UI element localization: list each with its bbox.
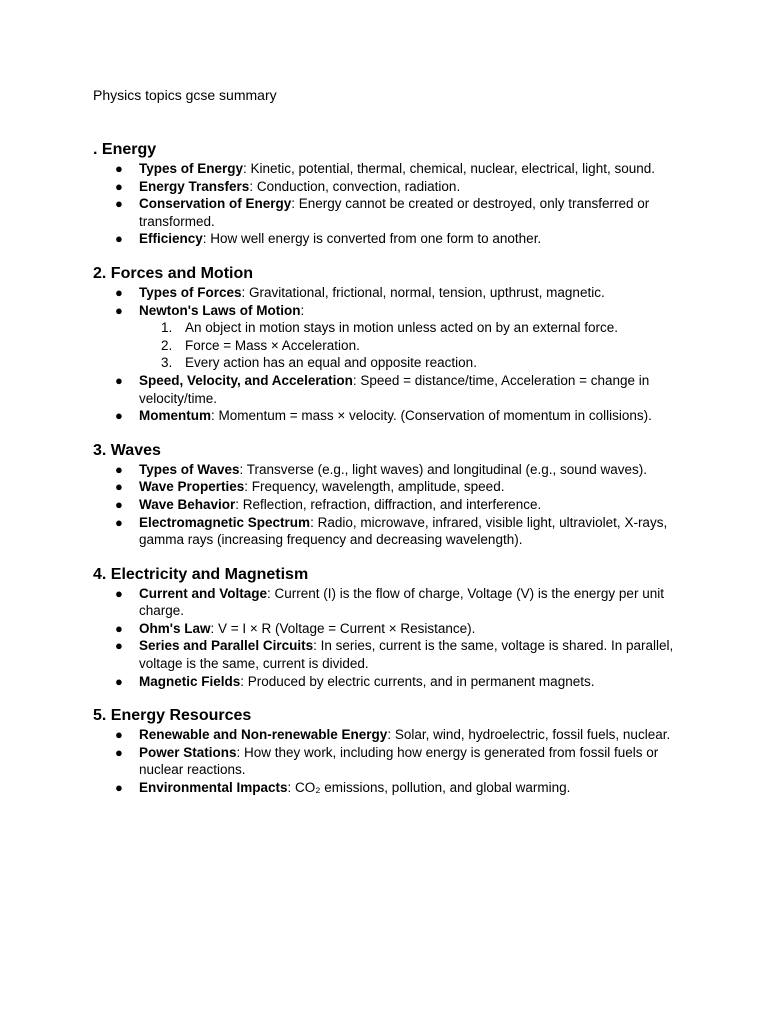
energy-resources-list [93, 726, 683, 796]
bullet-icon: ● [115, 231, 123, 247]
section-heading-energy-resources: 5. Energy Resources [93, 707, 252, 725]
list-item: ● Electromagnetic Spectrum: Radio, microwave, infrared, visible light, ultraviolet, X-rays, gamma rays (increasing frequency and decreasing wavelength). [115, 514, 668, 548]
forces-list [93, 284, 683, 425]
list-item: 1. An object in motion stays in motion unless acted on by an external force. [161, 320, 618, 336]
list-item: ● Conservation of Energy: Energy cannot be created or destroyed, only transferred or transformed. [115, 196, 650, 229]
section-heading-energy: . Energy [93, 141, 157, 158]
list-item: ● Types of Energy: Kinetic, potential, thermal, chemical, nuclear, electrical, light, sound. [115, 161, 655, 176]
bullet-icon: ● [115, 196, 123, 212]
bullet-icon: ● [115, 514, 123, 530]
list-item: ● Wave Behavior: Reflection, refraction, diffraction, and interference. [115, 496, 542, 512]
bullet-icon: ● [115, 744, 123, 760]
list-item: ● Types of Forces: Gravitational, frictional, normal, tension, upthrust, magnetic. [115, 284, 605, 300]
list-item: ● Energy Transfers: Conduction, convection, radiation. [115, 178, 461, 194]
bullet-icon: ● [115, 727, 123, 743]
list-item: ● Power Stations: How they work, including how energy is generated from fossil fuels or nuclear reactions. [115, 744, 659, 778]
bullet-icon: ● [115, 284, 123, 300]
section-heading-electricity-and-magnetism: 4. Electricity and Magnetism [93, 565, 309, 583]
bullet-icon: ● [115, 780, 123, 796]
document-title: Physics topics gcse summary [93, 87, 277, 103]
list-item: ● Wave Properties: Frequency, wavelength, amplitude, speed. [115, 479, 505, 495]
bullet-icon: ● [115, 178, 123, 194]
electricity-list [93, 585, 683, 691]
waves-list [93, 461, 683, 549]
list-item: ● Series and Parallel Circuits: In series, current is the same, voltage is shared. In parallel, voltage is the same, current is divided. [115, 638, 674, 672]
bullet-icon: ● [115, 585, 123, 601]
bullet-icon: ● [115, 461, 123, 477]
list-item: ● Efficiency: How well energy is converted from one form to another. [115, 231, 542, 247]
list-item: ● Momentum: Momentum = mass × velocity. (Conservation of momentum in collisions). [115, 408, 652, 424]
list-item: ● Newton's Laws of Motion: 1. An object in motion stays in motion unless acted on by an external force. 2. Force = Mass × Acceleration. 3. Every action has an equal and opposite reaction. [93, 302, 683, 372]
bullet-icon: ● [115, 161, 123, 176]
list-item: ● Speed, Velocity, and Acceleration: Speed = distance/time, Acceleration = change in velocity/time. [115, 372, 650, 406]
bullet-icon: ● [115, 673, 123, 689]
list-item: ● Magnetic Fields: Produced by electric currents, and in permanent magnets. [115, 673, 595, 689]
bullet-icon: ● [115, 620, 123, 636]
list-item: ● Environmental Impacts: CO₂ emissions, pollution, and global warming. [115, 780, 571, 796]
bullet-icon: ● [115, 302, 123, 318]
list-item: ● Renewable and Non-renewable Energy: Solar, wind, hydroelectric, fossil fuels, nuclear. [115, 727, 671, 743]
bullet-icon: ● [115, 372, 123, 388]
bullet-icon: ● [115, 408, 123, 424]
newton-laws-list [139, 319, 683, 372]
list-item: 2. Force = Mass × Acceleration. [161, 337, 360, 353]
bullet-icon: ● [115, 479, 123, 495]
list-item: ● Types of Waves: Transverse (e.g., light waves) and longitudinal (e.g., sound waves). [115, 461, 648, 477]
bullet-icon: ● [115, 638, 123, 654]
list-item: ● Ohm's Law: V = I × R (Voltage = Current × Resistance). [115, 620, 476, 636]
document-page [93, 87, 683, 797]
bullet-icon: ● [115, 496, 123, 512]
list-item: ● Current and Voltage: Current (I) is the flow of charge, Voltage (V) is the energy per unit charge. [115, 585, 664, 619]
section-heading-waves: 3. Waves [93, 441, 161, 459]
section-heading-forces-and-motion: 2. Forces and Motion [93, 264, 254, 282]
list-item: 3. Every action has an equal and opposite reaction. [161, 355, 477, 371]
energy-list [93, 160, 683, 248]
